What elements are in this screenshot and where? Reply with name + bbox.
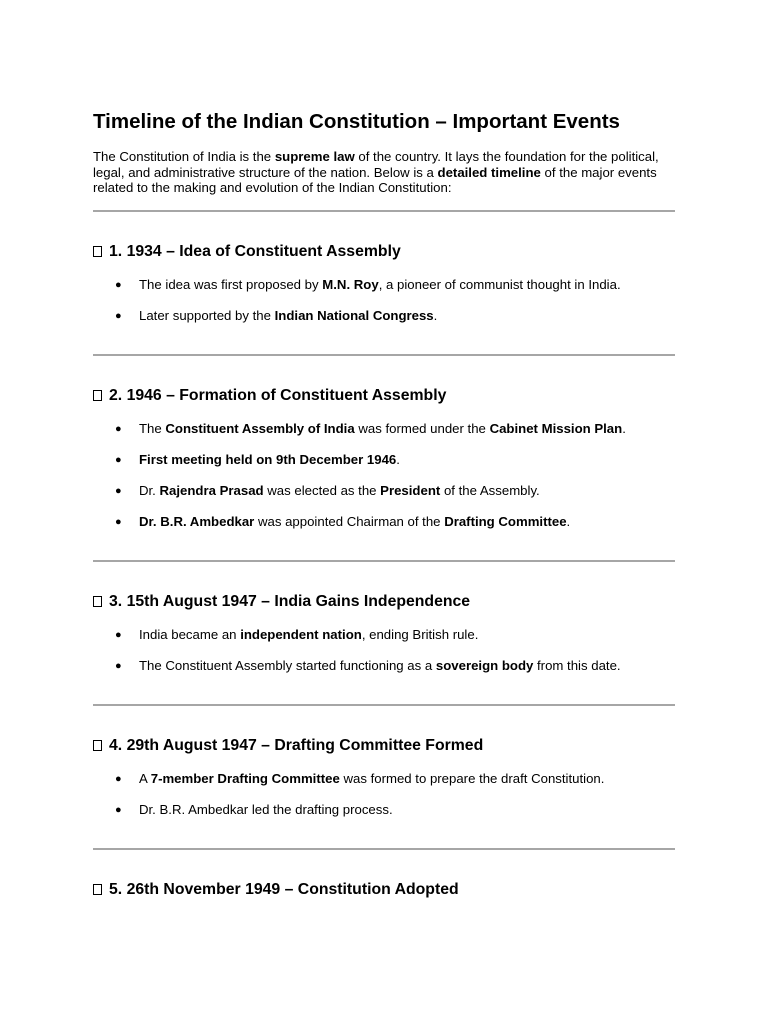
item-text: was formed under the (354, 420, 490, 436)
section-heading (93, 736, 675, 756)
item-text: , a pioneer of communist thought in India. (378, 276, 621, 292)
item-text: Later supported by the (139, 307, 275, 323)
section-heading-text: 3. 15th August 1947 – India Gains Independence (109, 592, 471, 610)
document-title: Timeline of the Indian Constitution – Important Events (93, 110, 620, 133)
bullet-list (93, 771, 675, 818)
item-bold: Drafting Committee (444, 513, 567, 529)
item-text: , ending British rule. (361, 626, 479, 642)
bullet-icon: ● (115, 484, 122, 497)
item-text: . (566, 513, 571, 529)
bullet-icon: ● (115, 628, 122, 641)
item-text: . (433, 307, 438, 323)
section-heading (93, 880, 675, 900)
item-text: India became an (139, 626, 241, 642)
divider (93, 560, 675, 562)
list-item (93, 802, 675, 818)
list-item (93, 514, 675, 530)
item-text: Dr. (139, 482, 160, 498)
timeline-section-1934 (93, 242, 675, 356)
item-text: was elected as the (263, 482, 381, 498)
bullet-list (93, 277, 675, 324)
item-bold: Indian National Congress (274, 307, 434, 323)
document-page (93, 108, 675, 900)
item-text: was formed to prepare the draft Constitution. (339, 770, 605, 786)
timeline-section-aug-29-1947 (93, 736, 675, 850)
list-item (93, 308, 675, 324)
timeline-section-1949 (93, 880, 675, 900)
list-item (93, 452, 675, 468)
section-heading (93, 386, 675, 406)
item-text: Dr. B.R. Ambedkar led the drafting process. (139, 801, 393, 817)
list-item (93, 771, 675, 787)
timeline-section-1946 (93, 386, 675, 562)
list-item (93, 658, 675, 674)
bullet-icon: ● (115, 453, 122, 466)
intro-text: of the major events related to the making and evolution of the Indian Constitution: (93, 164, 657, 195)
item-text: The idea was first proposed by (139, 276, 323, 292)
section-heading (93, 592, 675, 612)
item-text: . (396, 451, 400, 467)
section-heading-text: 2. 1946 – Formation of Constituent Assembly (109, 386, 447, 404)
section-heading-text: 4. 29th August 1947 – Drafting Committee Formed (109, 736, 484, 754)
intro-bold-detailed-timeline: detailed timeline (437, 164, 541, 180)
item-bold: sovereign body (435, 657, 534, 673)
checkbox-glyph-icon (93, 596, 102, 607)
list-item (93, 277, 675, 293)
checkbox-glyph-icon (93, 246, 102, 257)
item-bold: 7-member Drafting Committee (150, 770, 340, 786)
checkbox-glyph-icon (93, 884, 102, 895)
checkbox-glyph-icon (93, 740, 102, 751)
divider (93, 210, 675, 212)
bullet-list (93, 421, 675, 530)
item-text: A (139, 770, 151, 786)
timeline-section-aug-15-1947 (93, 592, 675, 706)
item-text: The (139, 420, 166, 436)
item-text: from this date. (533, 657, 621, 673)
item-text: The Constituent Assembly started functioning as a (139, 657, 436, 673)
bullet-icon: ● (115, 772, 122, 785)
divider (93, 848, 675, 850)
item-text: was appointed Chairman of the (254, 513, 445, 529)
item-text: . (622, 420, 626, 436)
section-heading-text: 1. 1934 – Idea of Constituent Assembly (109, 242, 401, 260)
intro-text: The Constitution of India is the (93, 149, 275, 164)
item-bold: Cabinet Mission Plan (489, 420, 623, 436)
intro-bold-supreme-law: supreme law (274, 149, 355, 164)
checkbox-glyph-icon (93, 390, 102, 401)
section-heading (93, 242, 675, 262)
intro-paragraph (93, 149, 675, 196)
bullet-icon: ● (115, 659, 122, 672)
item-bold: Constituent Assembly of India (165, 420, 355, 436)
bullet-list (93, 627, 675, 674)
section-heading-text: 5. 26th November 1949 – Constitution Adopted (109, 880, 459, 898)
bullet-icon: ● (115, 278, 122, 291)
intro-text: of the country. It lays the foundation for the political, legal, and administrative structure of the nation. Below is a (93, 149, 659, 180)
item-bold: Dr. B.R. Ambedkar (139, 513, 255, 529)
divider (93, 704, 675, 706)
item-text: of the Assembly. (440, 482, 540, 498)
bullet-icon: ● (115, 515, 122, 528)
item-bold: President (380, 482, 441, 498)
bullet-icon: ● (115, 422, 122, 435)
item-bold: independent nation (240, 626, 362, 642)
list-item (93, 421, 675, 437)
list-item (93, 483, 675, 499)
item-bold: Rajendra Prasad (159, 482, 264, 498)
bullet-icon: ● (115, 309, 122, 322)
bullet-icon: ● (115, 803, 122, 816)
list-item (93, 627, 675, 643)
item-bold: First meeting held on 9th December 1946 (139, 451, 397, 467)
divider (93, 354, 675, 356)
item-bold: M.N. Roy (322, 276, 379, 292)
